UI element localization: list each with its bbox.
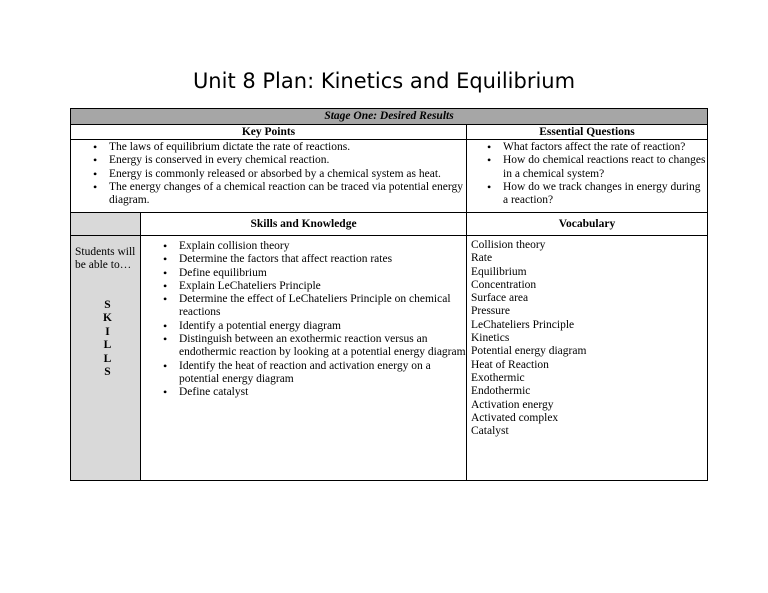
essential-questions-cell — [467, 140, 708, 213]
students-cell — [71, 236, 141, 481]
skill-item: • Determine the factors that affect reaction rates — [179, 253, 466, 266]
vocabulary-item: Kinetics — [471, 332, 510, 345]
skill-item: • Define equilibrium — [179, 267, 466, 280]
skill-item: • Explain LeChateliers Principle — [179, 280, 466, 293]
vocabulary-list — [467, 236, 707, 438]
skill-item: • Identify the heat of reaction and activation energy on a potential energy diagram — [179, 360, 466, 387]
page-title: Unit 8 Plan: Kinetics and Equilibrium — [192, 69, 576, 93]
vocabulary-item: LeChateliers Principle — [471, 318, 575, 331]
skills-list — [141, 240, 466, 400]
essential-question-item: • How do chemical reactions react to changes in a chemical system? — [503, 154, 707, 181]
skills-header-spacer — [71, 213, 141, 236]
skill-item: • Distinguish between an exothermic reaction versus an endothermic reaction by looking at a potential energy diagram — [179, 333, 466, 360]
students-label: Students will be able to… — [75, 246, 136, 272]
skills-knowledge-header: Skills and Knowledge — [141, 213, 467, 236]
vocabulary-item: Concentration — [471, 278, 537, 291]
vocabulary-item: Endothermic — [471, 385, 531, 398]
vocabulary-item: Heat of Reaction — [471, 358, 549, 371]
skill-item: • Explain collision theory — [179, 240, 466, 253]
skill-item: • Determine the effect of LeChateliers Principle on chemical reactions — [179, 293, 466, 320]
vocabulary-item: Activation energy — [471, 398, 554, 411]
key-point-item: • Energy is commonly released or absorbed by a chemical system as heat. — [109, 168, 466, 181]
skills-letter: L — [103, 352, 112, 365]
vocabulary-item: Exothermic — [471, 371, 525, 384]
essential-question-item: • How do we track changes in energy during a reaction? — [503, 181, 707, 208]
key-points-list — [71, 141, 466, 207]
vocabulary-item: Rate — [471, 252, 493, 265]
vocabulary-item: Surface area — [471, 292, 529, 305]
skills-letter: K — [103, 312, 112, 325]
vocabulary-cell — [467, 236, 708, 481]
skill-item: • Define catalyst — [179, 386, 466, 399]
key-point-item: • Energy is conserved in every chemical reaction. — [109, 154, 466, 167]
vocabulary-item: Equilibrium — [471, 265, 527, 278]
vocabulary-item: Activated complex — [471, 411, 559, 424]
skills-letter: L — [103, 339, 112, 352]
skills-vertical-label — [75, 299, 140, 380]
essential-questions-header: Essential Questions — [467, 125, 708, 140]
skills-letter: I — [105, 325, 110, 338]
skills-letter: S — [104, 366, 111, 379]
vocabulary-item: Collision theory — [471, 239, 546, 251]
essential-questions-list — [467, 141, 707, 207]
skills-letter: S — [104, 298, 111, 311]
key-point-item: • The energy changes of a chemical reaction can be traced via potential energy diagram. — [109, 181, 466, 208]
skills-cell — [141, 236, 467, 481]
stage-one-header: Stage One: Desired Results — [71, 109, 708, 125]
unit-plan-table — [70, 108, 708, 481]
vocabulary-header: Vocabulary — [467, 213, 708, 236]
vocabulary-item: Catalyst — [471, 425, 509, 438]
vocabulary-item: Potential energy diagram — [471, 345, 587, 358]
essential-question-item: • What factors affect the rate of reaction? — [503, 141, 707, 154]
key-points-header: Key Points — [71, 125, 467, 140]
key-points-cell — [71, 140, 467, 213]
key-point-item: • The laws of equilibrium dictate the rate of reactions. — [109, 141, 466, 154]
skill-item: • Identify a potential energy diagram — [179, 320, 466, 333]
vocabulary-item: Pressure — [471, 305, 510, 318]
